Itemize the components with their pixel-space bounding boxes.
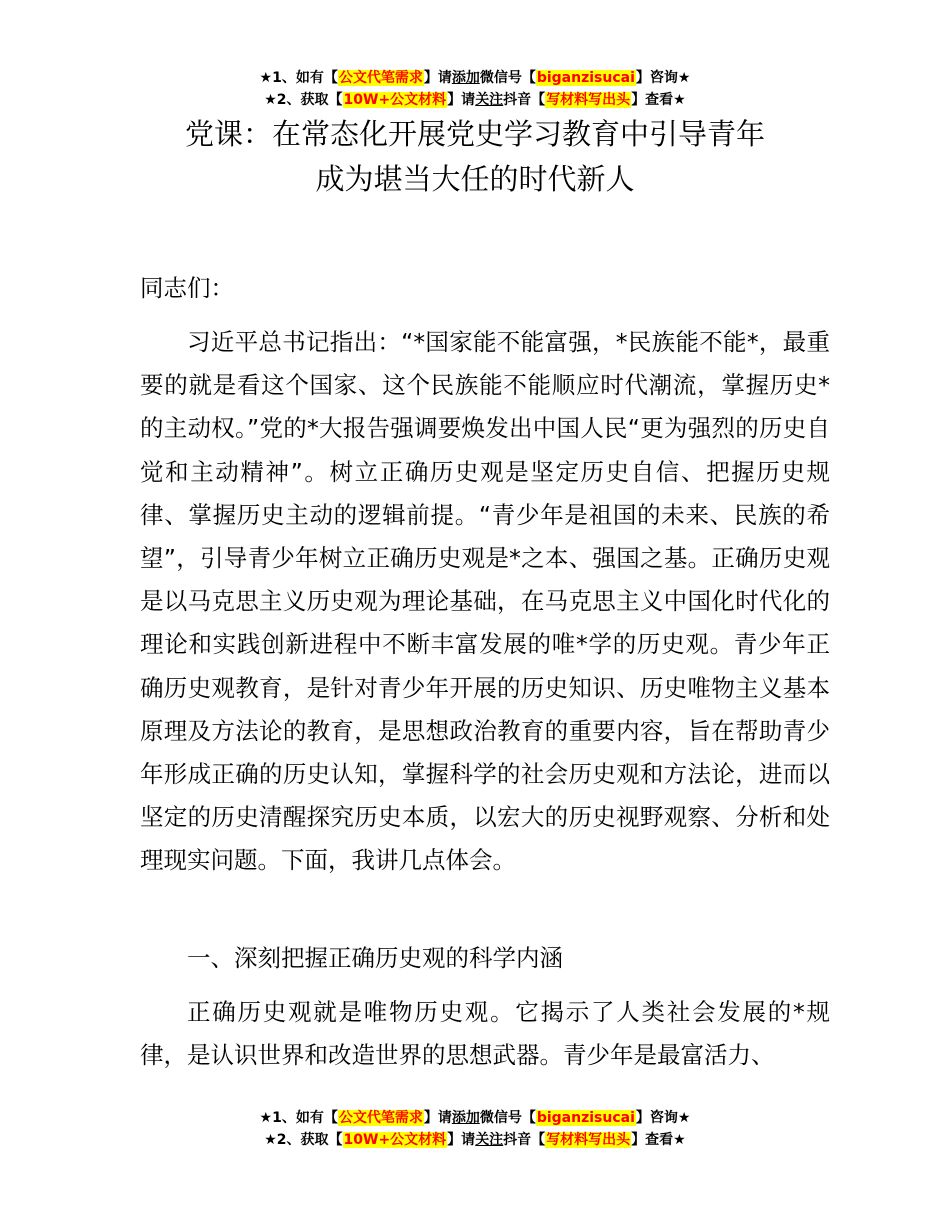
highlight-wechat-id: biganzisucai — [536, 70, 635, 86]
title-line-1: 党课：在常态化开展党史学习教育中引导青年 — [184, 117, 765, 151]
footer-banner — [0, 1107, 950, 1151]
header-banner — [0, 67, 950, 111]
highlight-materials: 10W+公文材料 — [343, 1132, 447, 1148]
highlight-ghostwriting: 公文代笔需求 — [338, 70, 423, 86]
banner-line-1: ★1、如有【公文代笔需求】请添加微信号【biganzisucai】咨询★ — [259, 1110, 691, 1126]
highlight-wechat-id: biganzisucai — [536, 1110, 635, 1126]
title-line-2: 成为堪当大任的时代新人 — [315, 162, 635, 196]
section-heading-1: 一、深刻把握正确历史观的科学内涵 — [187, 944, 563, 972]
document-title — [100, 112, 850, 202]
salutation: 同志们： — [140, 274, 234, 302]
highlight-douyin-account: 写材料写出头 — [546, 1132, 631, 1148]
highlight-douyin-account: 写材料写出头 — [546, 92, 631, 108]
highlight-ghostwriting: 公文代笔需求 — [338, 1110, 423, 1126]
banner-line-1: ★1、如有【公文代笔需求】请添加微信号【biganzisucai】咨询★ — [259, 70, 691, 86]
paragraph-2: 正确历史观就是唯物历史观。它揭示了人类社会发展的*规律，是认识世界和改造世界的思想武器。青少年是最富活力、 — [140, 998, 830, 1070]
highlight-materials: 10W+公文材料 — [343, 92, 447, 108]
banner-line-2: ★2、获取【10W+公文材料】请关注抖音【写材料写出头】查看★ — [264, 92, 686, 108]
paragraph-1: 习近平总书记指出：“*国家能不能富强，*民族能不能*，最重要的就是看这个国家、这个民族能不能顺应时代潮流，掌握历史*的主动权。”党的*大报告强调要焕发出中国人民“更为强烈的历史自觉和主动精神”。树立正确历史观是坚定历史自信、把握历史规律、掌握历史主动的逻辑前提。“青少年是祖国的未来、民族的希望”，引导青少年树立正确历史观是*之本、强国之基。正确历史观是以马克思主义历史观为理论基础，在马克思主义中国化时代化的理论和实践创新进程中不断丰富发展的唯*学的历史观。青少年正确历史观教育，是针对青少年开展的历史知识、历史唯物主义基本原理及方法论的教育，是思想政治教育的重要内容，旨在帮助青少年形成正确的历史认知，掌握科学的社会历史观和方法论，进而以坚定的历史清醒探究历史本质，以宏大的历史视野观察、分析和处理现实问题。下面，我讲几点体会。 — [140, 328, 830, 875]
banner-line-2: ★2、获取【10W+公文材料】请关注抖音【写材料写出头】查看★ — [264, 1132, 686, 1148]
